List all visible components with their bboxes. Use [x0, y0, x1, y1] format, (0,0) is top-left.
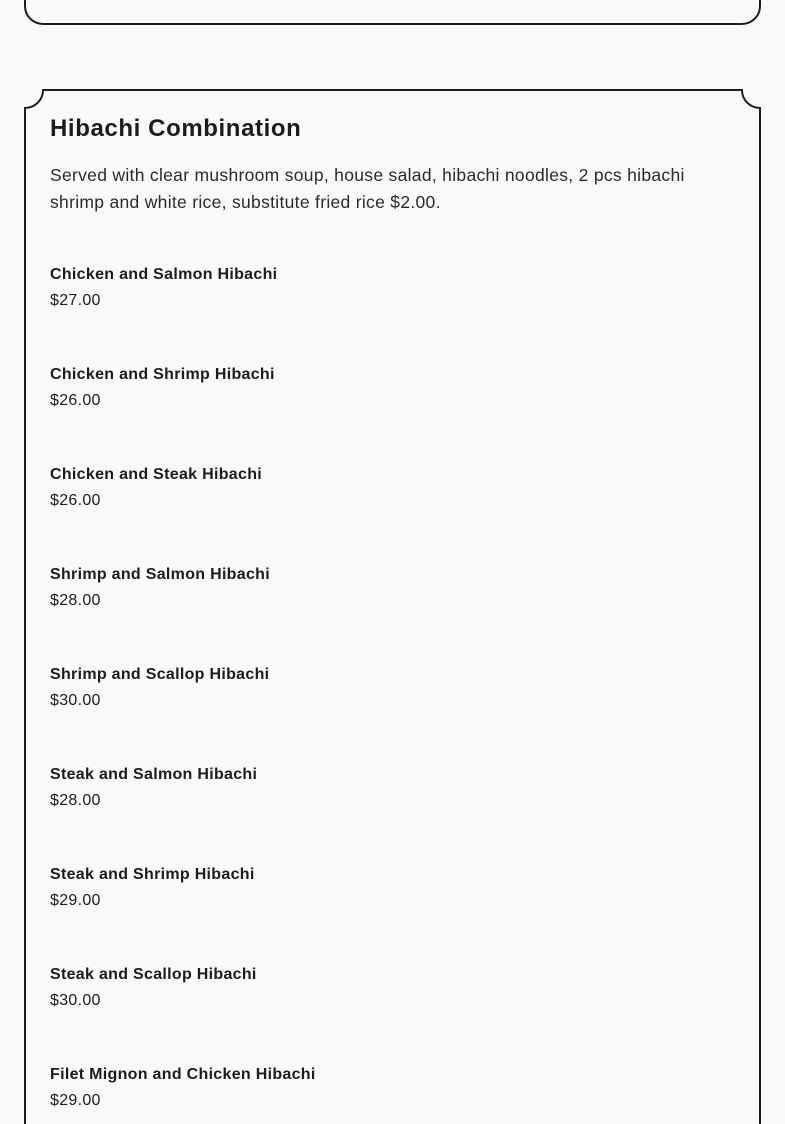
- menu-item[interactable]: [50, 464, 740, 524]
- menu-item[interactable]: [50, 564, 740, 624]
- menu-item-name: Shrimp and Salmon Hibachi: [50, 566, 270, 583]
- menu-item-name: Steak and Scallop Hibachi: [50, 966, 257, 983]
- menu-item-name: Steak and Shrimp Hibachi: [50, 866, 255, 883]
- menu-item-name: Steak and Salmon Hibachi: [50, 766, 258, 783]
- menu-item[interactable]: [50, 864, 740, 924]
- menu-section-card: [0, 88, 785, 1119]
- menu-item[interactable]: [50, 964, 740, 1024]
- menu-item-name: Filet Mignon and Chicken Hibachi: [50, 1066, 316, 1083]
- menu-item[interactable]: [50, 264, 740, 324]
- menu-item-price: $29.00: [50, 892, 101, 909]
- menu-item[interactable]: [50, 664, 740, 724]
- menu-item-name: Chicken and Steak Hibachi: [50, 466, 263, 483]
- section-description: Served with clear mushroom soup, house salad, hibachi noodles, 2 pcs hibachi shrimp and white rice, substitute fried rice $2.00.: [50, 165, 685, 212]
- menu-item[interactable]: [50, 364, 740, 424]
- previous-menu-section-card: [0, 0, 785, 26]
- menu-item-price: $28.00: [50, 792, 101, 809]
- menu-item-price: $28.00: [50, 592, 101, 609]
- menu-item[interactable]: [50, 764, 740, 824]
- menu-item-name: Chicken and Salmon Hibachi: [50, 266, 278, 283]
- menu-item-price: $30.00: [50, 992, 101, 1009]
- menu-item-name: Chicken and Shrimp Hibachi: [50, 366, 275, 383]
- menu-item-name: Shrimp and Scallop Hibachi: [50, 666, 270, 683]
- menu-item-price: $27.00: [50, 292, 101, 309]
- menu-item[interactable]: [50, 1064, 740, 1124]
- card-border-bottom: [0, 0, 785, 26]
- menu-item-price: $30.00: [50, 692, 101, 709]
- menu-item-price: $29.00: [50, 1092, 101, 1109]
- menu-item-price: $26.00: [50, 392, 101, 409]
- section-title: Hibachi Combination: [50, 115, 302, 142]
- menu-item-price: $26.00: [50, 492, 101, 509]
